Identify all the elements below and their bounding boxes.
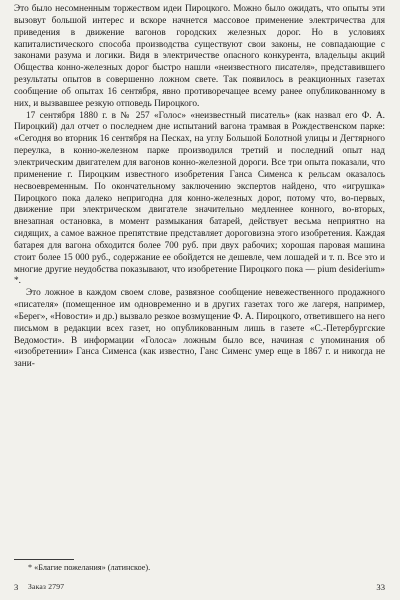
paragraph-3: Это ложное в каждом своем слове, развязное сообщение невежественного продажного «писателя» (помещенное им одновременно и в других газетах того же лагеря, например, «Берег», «Новости» и др.) вызвало резкое возмущение Ф. А. Пироцкого, ответившего на него письмом в редакции всех газет, но опубликованным лишь в газете «С.-Петербургские Ведомости». В информации «Голоса» ложным было все, начиная с упоминания об «изобретении» Ганса Сименса (как известно, Ганс Сименс умер еще в 1867 г. и никогда не зани- [14,288,385,370]
signature-mark: 3 [14,582,19,592]
paragraph-2: 17 сентября 1880 г. в № 257 «Голос» «неизвестный писатель» (как назвал его Ф. А. Пироцкий) дал отчет о последнем дне испытаний вагона трамвая в Рождественском парке: «Сегодня во вторник 16 сентября на Песках, на углу Большой Болотной улицы и Дегтярного переулка, в конно-железном парке производился третий и последний опыт над электрическим двигателем для вагонов конно-железной дороги. Все три опыта показали, что применение г. Пироцким известного изобретения Ганса Сименса к рельсам оказалось несвоевременным. По окончательному заключению экспертов найдено, что «игрушка» Пироцкого пока далеко непригодна для конно-железных дорог, потому что, во-первых, движение при электрическом двигателе значительно медленнее конного, во-вторых, внезапная остановка, в момент размыкания батарей, действует весьма неприятно на сидящих, а самое важное препятствие представляет дороговизна этого изобретения. Каждая батарея для вагона обходится более 700 руб. при двух рабочих; хорошая паровая машина стоит более 15 000 руб., содержание ее обойдется не дешевле, чем лошадей и т. п. Все это и многие другие неудобства показывают, что изобретение Пироцкого пока — pium desiderium» *. [14,110,385,287]
footnote-divider [14,559,74,560]
page-number: 33 [376,582,385,592]
paragraph-1: Это было несомненным торжеством идеи Пироцкого. Можно было ожидать, что опыты эти вызовут большой интерес и вскоре начнется массовое применение электричества для приведения в движение вагонов городских железных дорог. Но в условиях капиталистического способа производства существуют свои законы, не совпадающие с законами разума и логики. Видя в электричестве опасного конкурента, владельцы акций Общества конно-железных дорог быстро нашли «неизвестного писателя», представившего результаты опытов в совершенно ложном свете. Так появилось в реакционных газетах сообщение об опытах 16 сентября, явно противоречащее всему ранее опубликованному в них, и вызвавшее резкую отповедь Пироцкого. [14,4,385,109]
body-text [14,4,385,371]
footnote: * «Благие пожелания» (латинское). [28,563,151,572]
print-order-number: Заказ 2797 [28,582,65,591]
